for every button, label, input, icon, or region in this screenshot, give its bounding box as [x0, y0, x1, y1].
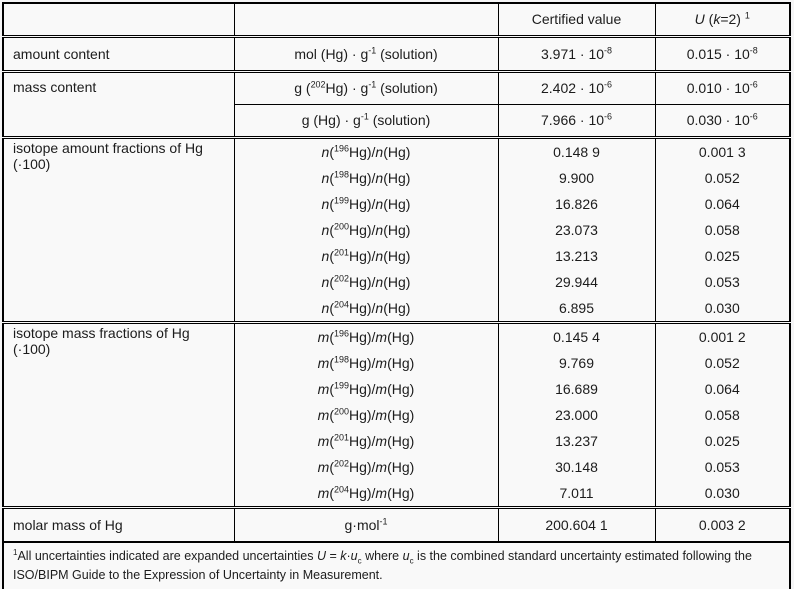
- value-cell: 200.604 1: [498, 508, 655, 543]
- uncertainty-cell: 0.003 2: [655, 508, 790, 543]
- uncertainty-cell: 0.052: [655, 165, 790, 191]
- unit-cell: m($^{200}$Hg)/m(Hg): [234, 402, 498, 428]
- quantity-label: molar mass of Hg: [3, 508, 234, 543]
- value-cell: 16.826: [498, 191, 655, 217]
- value-cell: 13.213: [498, 243, 655, 269]
- certified-values-table: [2, 2, 791, 589]
- value-cell: 6.895: [498, 295, 655, 323]
- value-cell: $7.966 \cdot 10^{-6}$: [498, 105, 655, 138]
- table-row: [3, 508, 790, 543]
- header-unit-cell: [234, 3, 498, 37]
- value-cell: 16.689: [498, 376, 655, 402]
- unit-cell: n($^{204}$Hg)/n(Hg): [234, 295, 498, 323]
- unit-cell: m($^{204}$Hg)/m(Hg): [234, 480, 498, 508]
- unit-cell: g·mol$^{-1}$: [234, 508, 498, 543]
- unit-cell: n($^{199}$Hg)/n(Hg): [234, 191, 498, 217]
- footnote-row: [3, 542, 790, 589]
- header-certified-value: Certified value: [498, 3, 655, 37]
- uncertainty-cell: 0.001 3: [655, 138, 790, 166]
- value-cell: $3.971 \cdot 10^{-8}$: [498, 37, 655, 72]
- header-quantity-cell: [3, 3, 234, 37]
- uncertainty-cell: 0.030: [655, 295, 790, 323]
- value-cell: 13.237: [498, 428, 655, 454]
- unit-cell: m($^{198}$Hg)/m(Hg): [234, 350, 498, 376]
- value-cell: 0.148 9: [498, 138, 655, 166]
- uncertainty-cell: 0.058: [655, 402, 790, 428]
- uncertainty-cell: $0.010 \cdot 10^{-6}$: [655, 72, 790, 105]
- uncertainty-cell: $0.030 \cdot 10^{-6}$: [655, 105, 790, 138]
- value-cell: 9.769: [498, 350, 655, 376]
- value-cell: 23.000: [498, 402, 655, 428]
- unit-cell: g $(Hg) \cdot g^{-1}$ (solution): [234, 105, 498, 138]
- footnote-text: $^1$All uncertainties indicated are expanded uncertainties $U = k\cdot u_c$ where $u_c$ is the combined standard uncertainty estimated following the ISO/BIPM Guide to the Expression of Uncertainty in Measurement.: [3, 542, 790, 589]
- uncertainty-cell: 0.058: [655, 217, 790, 243]
- unit-cell: n($^{198}$Hg)/n(Hg): [234, 165, 498, 191]
- uncertainty-cell: 0.053: [655, 269, 790, 295]
- quantity-label: isotope mass fractions of Hg (·100): [3, 323, 234, 508]
- unit-cell: m($^{199}$Hg)/m(Hg): [234, 376, 498, 402]
- unit-cell: m($^{202}$Hg)/m(Hg): [234, 454, 498, 480]
- quantity-label: mass content: [3, 72, 234, 138]
- table-row: [3, 72, 790, 105]
- unit-cell: m($^{201}$Hg)/m(Hg): [234, 428, 498, 454]
- value-cell: 7.011: [498, 480, 655, 508]
- header-uncertainty: U (k=2) $^1$: [655, 3, 790, 37]
- unit-cell: g $(^{202}Hg) \cdot g^{-1}$ (solution): [234, 72, 498, 105]
- value-cell: $2.402 \cdot 10^{-6}$: [498, 72, 655, 105]
- unit-cell: m($^{196}$Hg)/m(Hg): [234, 323, 498, 351]
- quantity-label: isotope amount fractions of Hg (·100): [3, 138, 234, 323]
- value-cell: 29.944: [498, 269, 655, 295]
- unit-cell: n($^{201}$Hg)/n(Hg): [234, 243, 498, 269]
- uncertainty-cell: 0.064: [655, 191, 790, 217]
- unit-cell: n($^{200}$Hg)/n(Hg): [234, 217, 498, 243]
- value-cell: 0.145 4: [498, 323, 655, 351]
- uncertainty-cell: 0.001 2: [655, 323, 790, 351]
- uncertainty-cell: $0.015 \cdot 10^{-8}$: [655, 37, 790, 72]
- value-cell: 9.900: [498, 165, 655, 191]
- table-header-row: [3, 3, 790, 37]
- unit-cell: mol $(Hg) \cdot g^{-1}$ (solution): [234, 37, 498, 72]
- unit-cell: n($^{202}$Hg)/n(Hg): [234, 269, 498, 295]
- uncertainty-cell: 0.064: [655, 376, 790, 402]
- uncertainty-cell: 0.025: [655, 243, 790, 269]
- uncertainty-cell: 0.030: [655, 480, 790, 508]
- unit-cell: n($^{196}$Hg)/n(Hg): [234, 138, 498, 166]
- table-row: [3, 138, 790, 166]
- uncertainty-cell: 0.025: [655, 428, 790, 454]
- uncertainty-cell: 0.053: [655, 454, 790, 480]
- quantity-label: amount content: [3, 37, 234, 72]
- value-cell: 23.073: [498, 217, 655, 243]
- uncertainty-cell: 0.052: [655, 350, 790, 376]
- value-cell: 30.148: [498, 454, 655, 480]
- table-row: [3, 37, 790, 72]
- table-row: [3, 323, 790, 351]
